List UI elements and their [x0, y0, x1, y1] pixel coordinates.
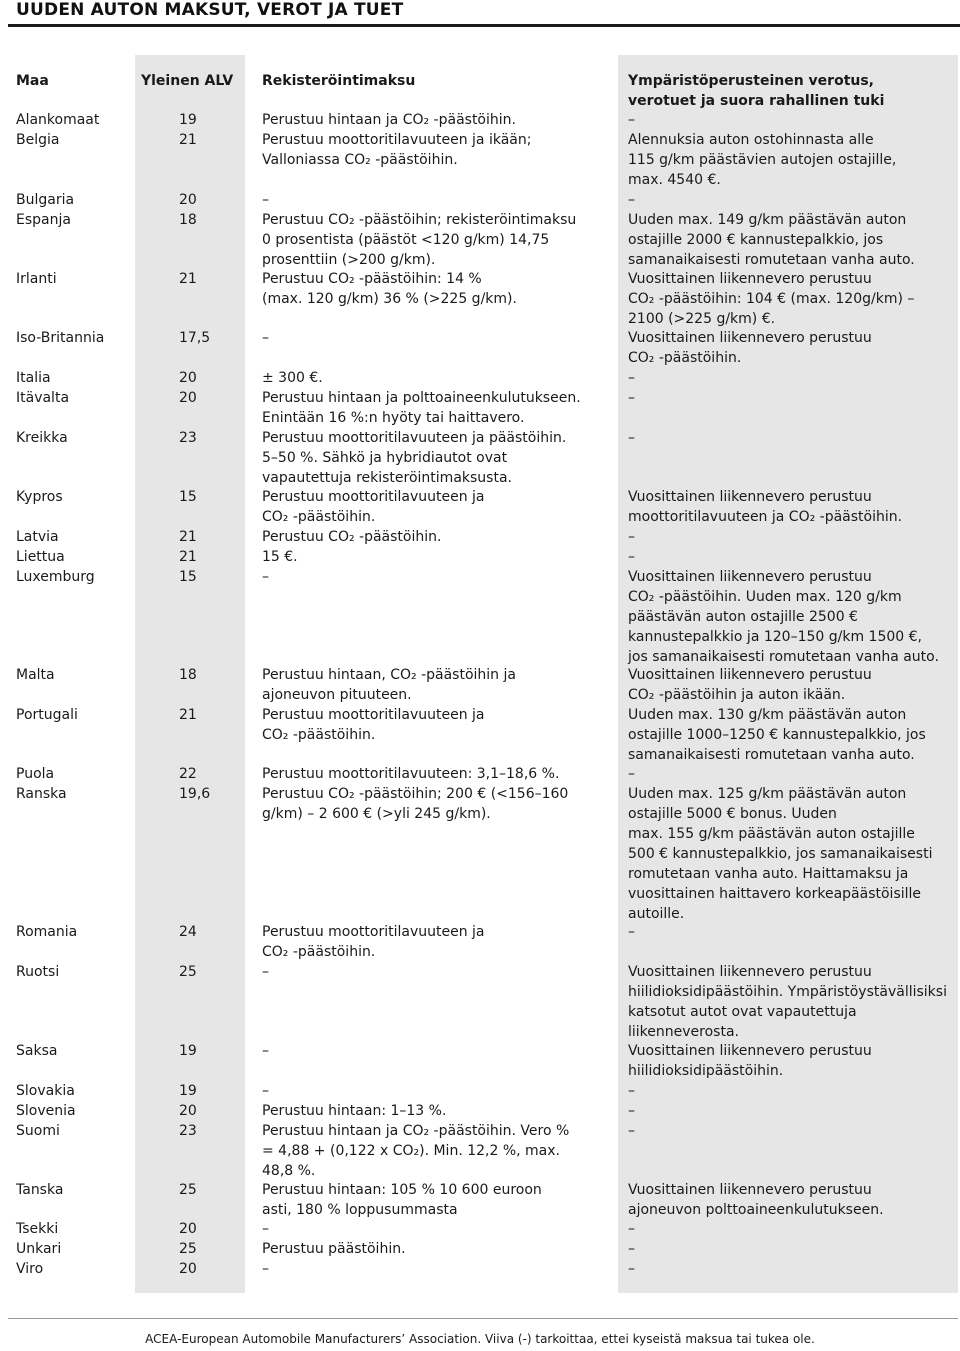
cell-country: Itävalta: [16, 390, 70, 406]
cell-country: Viro: [16, 1261, 44, 1277]
cell-registration: Perustuu hintaan ja polttoaineenkulutukseen. Enintään 16 %:n hyöty tai haittavero.: [262, 390, 581, 426]
header-environment: Ympäristöperusteinen verotus, verotuet ja suora rahallinen tuki: [628, 73, 885, 109]
header-country: Maa: [16, 73, 49, 89]
cell-registration: Perustuu CO₂ -päästöihin: 14 % (max. 120 g/km) 36 % (>225 g/km).: [262, 271, 517, 307]
cell-country: Malta: [16, 667, 55, 683]
cell-vat: 20: [179, 192, 197, 208]
cell-environment: Alennuksia auton ostohinnasta alle 115 g/km päästävien autojen ostajille, max. 4540 €.: [628, 132, 897, 188]
cell-country: Romania: [16, 924, 78, 940]
cell-registration: –: [262, 192, 269, 208]
cell-registration: –: [262, 1221, 269, 1237]
cell-country: Saksa: [16, 1043, 58, 1059]
cell-registration: Perustuu CO₂ -päästöihin.: [262, 529, 442, 545]
cell-environment: –: [628, 390, 635, 406]
cell-country: Puola: [16, 766, 55, 782]
cell-registration: Perustuu moottoritilavuuteen ja päästöihin. 5–50 %. Sähkö ja hybridiautot ovat vapautettuja rekisteröintimaksusta.: [262, 430, 567, 486]
cell-registration: –: [262, 1043, 269, 1059]
cell-country: Espanja: [16, 212, 71, 228]
cell-environment: –: [628, 1221, 635, 1237]
cell-environment: Uuden max. 149 g/km päästävän auton ostajille 2000 € kannustepalkkio, jos samanaikaisesti romutetaan vanha auto.: [628, 212, 915, 268]
cell-registration: Perustuu CO₂ -päästöihin; rekisteröintimaksu 0 prosentista (päästöt <120 g/km) 14,75 prosenttiin (>200 g/km).: [262, 212, 577, 268]
cell-country: Alankomaat: [16, 112, 100, 128]
cell-registration: Perustuu päästöihin.: [262, 1241, 406, 1257]
cell-country: Tsekki: [16, 1221, 59, 1237]
cell-country: Portugali: [16, 707, 78, 723]
cell-vat: 15: [179, 489, 197, 505]
cell-vat: 25: [179, 1182, 197, 1198]
cell-registration: –: [262, 569, 269, 585]
cell-environment: –: [628, 766, 635, 782]
cell-country: Slovakia: [16, 1083, 75, 1099]
cell-registration: –: [262, 1261, 269, 1277]
cell-environment: Uuden max. 130 g/km päästävän auton ostajille 1000–1250 € kannustepalkkio, jos samanaikaisesti romutetaan vanha auto.: [628, 707, 926, 763]
cell-vat: 19: [179, 112, 197, 128]
cell-country: Kreikka: [16, 430, 68, 446]
cell-registration: Perustuu moottoritilavuuteen ja CO₂ -päästöihin.: [262, 924, 485, 960]
cell-environment: Uuden max. 125 g/km päästävän auton ostajille 5000 € bonus. Uuden max. 155 g/km päästävän auton ostajille 500 € kannustepalkkio, jos samanaikaisesti romutetaan vanha auto. Haittamaksu ja vuosittainen haittavero korkeapäästöisille autoille.: [628, 786, 933, 922]
cell-vat: 18: [179, 212, 197, 228]
cell-vat: 21: [179, 132, 197, 148]
cell-registration: Perustuu hintaan ja CO₂ -päästöihin.: [262, 112, 516, 128]
title-underline: [8, 24, 960, 27]
cell-vat: 22: [179, 766, 197, 782]
cell-environment: –: [628, 1241, 635, 1257]
cell-registration: –: [262, 1083, 269, 1099]
cell-vat: 24: [179, 924, 197, 940]
cell-environment: –: [628, 370, 635, 386]
cell-registration: Perustuu moottoritilavuuteen ja CO₂ -päästöihin.: [262, 707, 485, 743]
cell-country: Bulgaria: [16, 192, 75, 208]
cell-country: Tanska: [16, 1182, 64, 1198]
cell-registration: Perustuu moottoritilavuuteen: 3,1–18,6 %.: [262, 766, 560, 782]
cell-vat: 20: [179, 1221, 197, 1237]
cell-vat: 19: [179, 1083, 197, 1099]
cell-country: Ruotsi: [16, 964, 60, 980]
footer-divider: [8, 1318, 958, 1319]
footer-note: ACEA-European Automobile Manufacturers’ Association. Viiva (-) tarkoittaa, ettei kyseistä maksua tai tukea ole.: [145, 1332, 815, 1346]
cell-environment: –: [628, 529, 635, 545]
cell-vat: 20: [179, 390, 197, 406]
cell-environment: Vuosittainen liikennevero perustuu moottoritilavuuteen ja CO₂ -päästöihin.: [628, 489, 903, 525]
cell-vat: 25: [179, 964, 197, 980]
cell-vat: 20: [179, 1261, 197, 1277]
cell-country: Luxemburg: [16, 569, 95, 585]
header-vat: Yleinen ALV: [141, 73, 234, 89]
cell-registration: –: [262, 330, 269, 346]
cell-environment: Vuosittainen liikennevero perustuu CO₂ -päästöihin. Uuden max. 120 g/km päästävän auton ostajille 2500 € kannustepalkkio ja 120–150 g/km 1500 €, jos samanaikaisesti romutetaan vanha auto.: [628, 569, 939, 665]
cell-registration: Perustuu moottoritilavuuteen ja CO₂ -päästöihin.: [262, 489, 485, 525]
cell-environment: –: [628, 549, 635, 565]
cell-registration: ± 300 €.: [262, 370, 323, 386]
cell-country: Ranska: [16, 786, 67, 802]
cell-country: Iso-Britannia: [16, 330, 105, 346]
cell-environment: Vuosittainen liikennevero perustuu hiilidioksidipäästöihin. Ympäristöystävällisiksi katsotut autot ovat vapautettuja liikenneverosta.: [628, 964, 947, 1040]
cell-vat: 23: [179, 1123, 197, 1139]
header-registration: Rekisteröintimaksu: [262, 73, 416, 89]
cell-environment: –: [628, 1103, 635, 1119]
cell-environment: Vuosittainen liikennevero perustuu hiilidioksidipäästöihin.: [628, 1043, 872, 1079]
cell-environment: Vuosittainen liikennevero perustuu CO₂ -päästöihin: 104 € (max. 120g/km) – 2100 (>225 g/km) €.: [628, 271, 915, 327]
cell-environment: Vuosittainen liikennevero perustuu ajoneuvon polttoaineenkulutukseen.: [628, 1182, 884, 1218]
cell-registration: –: [262, 964, 269, 980]
cell-registration: Perustuu hintaan ja CO₂ -päästöihin. Vero % = 4,88 + (0,122 x CO₂). Min. 12,2 %, max. 48,8 %.: [262, 1123, 570, 1179]
cell-registration: Perustuu CO₂ -päästöihin; 200 € (<156–160 g/km) – 2 600 € (>yli 245 g/km).: [262, 786, 569, 822]
cell-environment: –: [628, 112, 635, 128]
cell-environment: Vuosittainen liikennevero perustuu CO₂ -päästöihin ja auton ikään.: [628, 667, 872, 703]
cell-environment: Vuosittainen liikennevero perustuu CO₂ -päästöihin.: [628, 330, 872, 366]
cell-registration: Perustuu hintaan: 1–13 %.: [262, 1103, 447, 1119]
cell-vat: 23: [179, 430, 197, 446]
cell-environment: –: [628, 1123, 635, 1139]
cell-vat: 19: [179, 1043, 197, 1059]
cell-vat: 19,6: [179, 786, 211, 802]
page-title: UUDEN AUTON MAKSUT, VEROT JA TUET: [16, 0, 404, 20]
cell-vat: 17,5: [179, 330, 211, 346]
cell-vat: 20: [179, 1103, 197, 1119]
cell-registration: Perustuu hintaan: 105 % 10 600 euroon asti, 180 % loppusummasta: [262, 1182, 542, 1218]
cell-country: Liettua: [16, 549, 65, 565]
cell-environment: –: [628, 1261, 635, 1277]
cell-vat: 18: [179, 667, 197, 683]
cell-vat: 20: [179, 370, 197, 386]
cell-registration: Perustuu moottoritilavuuteen ja ikään; Valloniassa CO₂ -päästöihin.: [262, 132, 532, 168]
cell-registration: Perustuu hintaan, CO₂ -päästöihin ja ajoneuvon pituuteen.: [262, 667, 516, 703]
cell-vat: 21: [179, 549, 197, 565]
cell-environment: –: [628, 1083, 635, 1099]
cell-environment: –: [628, 192, 635, 208]
cell-vat: 21: [179, 707, 197, 723]
cell-country: Latvia: [16, 529, 59, 545]
cell-vat: 25: [179, 1241, 197, 1257]
cell-country: Slovenia: [16, 1103, 76, 1119]
cell-environment: –: [628, 924, 635, 940]
cell-country: Kypros: [16, 489, 63, 505]
cell-country: Belgia: [16, 132, 60, 148]
cell-country: Irlanti: [16, 271, 57, 287]
cell-environment: –: [628, 430, 635, 446]
cell-country: Suomi: [16, 1123, 60, 1139]
cell-vat: 21: [179, 529, 197, 545]
cell-country: Italia: [16, 370, 51, 386]
cell-vat: 15: [179, 569, 197, 585]
cell-registration: 15 €.: [262, 549, 298, 565]
cell-vat: 21: [179, 271, 197, 287]
cell-country: Unkari: [16, 1241, 62, 1257]
